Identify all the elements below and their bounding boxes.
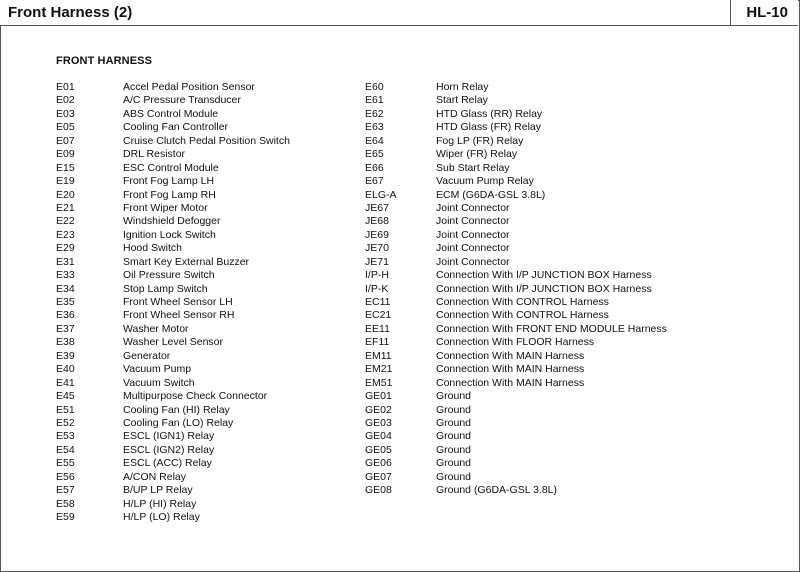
connector-description: Ground bbox=[436, 443, 472, 456]
connector-description: Ground bbox=[436, 390, 472, 403]
connector-code: GE08 bbox=[365, 484, 392, 497]
connector-description: Ignition Lock Switch bbox=[123, 228, 216, 241]
connector-code: E15 bbox=[56, 161, 75, 174]
connector-description: Front Wiper Motor bbox=[123, 201, 208, 214]
connector-description: B/UP LP Relay bbox=[123, 484, 193, 497]
connector-description: Washer Level Sensor bbox=[123, 336, 223, 349]
connector-description: Fog LP (FR) Relay bbox=[436, 134, 524, 147]
connector-description: Joint Connector bbox=[436, 228, 510, 241]
connector-code: EM21 bbox=[365, 363, 393, 376]
connector-code: E09 bbox=[56, 148, 75, 161]
connector-description: Connection With CONTROL Harness bbox=[436, 296, 609, 308]
connector-code: E52 bbox=[56, 416, 75, 429]
connector-description: Connection With MAIN Harness bbox=[436, 349, 585, 362]
connector-description: Ground bbox=[436, 416, 472, 429]
connector-description: Front Wheel Sensor RH bbox=[123, 309, 235, 322]
connector-description: A/C Pressure Transducer bbox=[123, 94, 241, 107]
connector-code: E02 bbox=[56, 94, 75, 107]
connector-code: GE06 bbox=[365, 457, 392, 470]
connector-description: HTD Glass (FR) Relay bbox=[436, 121, 542, 134]
connector-code: E34 bbox=[56, 282, 75, 295]
connector-description: ESCL (ACC) Relay bbox=[123, 457, 212, 470]
connector-code: E53 bbox=[56, 430, 75, 443]
connector-description: Connection With FRONT END MODULE Harness bbox=[436, 322, 667, 335]
connector-description: Connection With MAIN Harness bbox=[436, 376, 585, 389]
connector-code: E64 bbox=[365, 134, 384, 147]
connector-description: Front Fog Lamp LH bbox=[123, 175, 215, 188]
connector-code: E65 bbox=[365, 148, 384, 161]
connector-code: ELG-A bbox=[365, 188, 397, 201]
connector-description: Front Wheel Sensor LH bbox=[123, 296, 233, 308]
connector-description: Connection With FLOOR Harness bbox=[436, 336, 595, 349]
connector-code: E05 bbox=[56, 121, 75, 134]
connector-code: E63 bbox=[365, 121, 384, 134]
connector-description: Hood Switch bbox=[123, 242, 182, 255]
connector-code: E66 bbox=[365, 161, 384, 174]
connector-description: A/CON Relay bbox=[123, 470, 187, 483]
connector-code: E40 bbox=[56, 363, 75, 376]
connector-description: Ground (G6DA-GSL 3.8L) bbox=[436, 484, 557, 497]
connector-code: EF11 bbox=[365, 336, 390, 349]
connector-code: E20 bbox=[56, 188, 75, 201]
connector-description: Connection With I/P JUNCTION BOX Harness bbox=[436, 269, 652, 282]
connector-code: E33 bbox=[56, 269, 75, 282]
connector-description: Cooling Fan (HI) Relay bbox=[123, 403, 230, 416]
connector-code: EE11 bbox=[365, 322, 390, 335]
connector-description: Connection With I/P JUNCTION BOX Harness bbox=[436, 282, 652, 295]
connector-description: Cooling Fan Controller bbox=[123, 121, 229, 134]
connector-description: Stop Lamp Switch bbox=[123, 282, 208, 295]
connector-code: E37 bbox=[56, 322, 75, 335]
connector-description: Front Fog Lamp RH bbox=[123, 188, 216, 201]
connector-description: H/LP (LO) Relay bbox=[123, 511, 200, 523]
connector-code: E39 bbox=[56, 349, 75, 362]
connector-description: Accel Pedal Position Sensor bbox=[123, 81, 255, 93]
connector-code: EC11 bbox=[365, 296, 391, 308]
connector-description: Joint Connector bbox=[436, 242, 510, 255]
connector-code: E01 bbox=[56, 81, 75, 93]
connector-description: ESC Control Module bbox=[123, 161, 219, 174]
connector-description: ESCL (IGN1) Relay bbox=[123, 430, 215, 443]
connector-code: EM51 bbox=[365, 376, 393, 389]
connector-description: Washer Motor bbox=[123, 322, 189, 335]
connector-description: H/LP (HI) Relay bbox=[123, 497, 197, 510]
connector-description: Ground bbox=[436, 457, 472, 470]
connector-description: Start Relay bbox=[436, 94, 488, 107]
connector-code: E19 bbox=[56, 175, 75, 188]
connector-description: Ground bbox=[436, 470, 472, 483]
connector-code: E22 bbox=[56, 215, 75, 228]
connector-code: GE05 bbox=[365, 443, 392, 456]
connector-code: E57 bbox=[56, 484, 75, 497]
connector-description: ECM (G6DA-GSL 3.8L) bbox=[436, 188, 546, 201]
connector-description: Smart Key External Buzzer bbox=[123, 255, 250, 268]
connector-description: Joint Connector bbox=[436, 215, 510, 228]
section-heading: FRONT HARNESS bbox=[56, 55, 153, 67]
connector-code: E51 bbox=[56, 403, 75, 416]
connector-description: Wiper (FR) Relay bbox=[436, 148, 518, 161]
connector-code: E67 bbox=[365, 175, 384, 188]
connector-code: E35 bbox=[56, 296, 75, 308]
connector-code: E62 bbox=[365, 107, 384, 120]
connector-code: I/P-H bbox=[365, 269, 389, 282]
connector-description: Multipurpose Check Connector bbox=[123, 390, 268, 403]
connector-code: E21 bbox=[56, 201, 75, 214]
page-header bbox=[0, 0, 798, 26]
connector-code: JE71 bbox=[365, 255, 389, 268]
connector-description: Ground bbox=[436, 430, 472, 443]
connector-description: Connection With MAIN Harness bbox=[436, 363, 585, 376]
connector-code: I/P-K bbox=[365, 282, 389, 295]
connector-code: E56 bbox=[56, 470, 75, 483]
connector-code: EC21 bbox=[365, 309, 392, 322]
connector-description: Joint Connector bbox=[436, 255, 510, 268]
connector-code: GE02 bbox=[365, 403, 392, 416]
connector-code: JE68 bbox=[365, 215, 389, 228]
connector-code: E45 bbox=[56, 390, 75, 403]
connector-code: E55 bbox=[56, 457, 75, 470]
connector-code: E31 bbox=[56, 255, 75, 268]
connector-description: Generator bbox=[123, 349, 171, 362]
connector-description: Oil Pressure Switch bbox=[123, 269, 215, 282]
connector-code: GE01 bbox=[365, 390, 392, 403]
connector-code: GE04 bbox=[365, 430, 392, 443]
connector-code: E59 bbox=[56, 511, 75, 523]
connector-code: EM11 bbox=[365, 349, 392, 362]
connector-code: E60 bbox=[365, 81, 384, 93]
connector-description: Cooling Fan (LO) Relay bbox=[123, 416, 234, 429]
connector-code: E58 bbox=[56, 497, 75, 510]
connector-description: ESCL (IGN2) Relay bbox=[123, 443, 215, 456]
connector-description: Connection With CONTROL Harness bbox=[436, 309, 609, 322]
connector-description: Joint Connector bbox=[436, 201, 510, 214]
connector-description: Horn Relay bbox=[436, 81, 489, 93]
connector-description: Ground bbox=[436, 403, 472, 416]
connector-code: GE07 bbox=[365, 470, 392, 483]
connector-description: HTD Glass (RR) Relay bbox=[436, 107, 543, 120]
page-code: HL-10 bbox=[746, 4, 788, 21]
connector-code: E03 bbox=[56, 107, 75, 120]
connector-code: JE69 bbox=[365, 228, 389, 241]
connector-code: E07 bbox=[56, 134, 75, 147]
connector-description: Windshield Defogger bbox=[123, 215, 221, 228]
header-divider bbox=[730, 0, 731, 25]
connector-code: E54 bbox=[56, 443, 75, 456]
connector-code: E38 bbox=[56, 336, 75, 349]
connector-description: Vacuum Pump bbox=[123, 363, 192, 376]
connector-code: GE03 bbox=[365, 416, 392, 429]
connector-code: JE70 bbox=[365, 242, 389, 255]
connector-code: E61 bbox=[365, 94, 384, 107]
connector-code: E23 bbox=[56, 228, 75, 241]
page-title: Front Harness (2) bbox=[8, 4, 133, 21]
connector-description: ABS Control Module bbox=[123, 107, 219, 120]
connector-description: Vacuum Pump Relay bbox=[436, 175, 534, 188]
connector-description: DRL Resistor bbox=[123, 148, 186, 161]
connector-code: E36 bbox=[56, 309, 75, 322]
connector-code: JE67 bbox=[365, 201, 389, 214]
connector-description: Vacuum Switch bbox=[123, 376, 195, 389]
connector-code: E41 bbox=[56, 376, 75, 389]
connector-description: Sub Start Relay bbox=[436, 161, 510, 174]
connector-code: E29 bbox=[56, 242, 75, 255]
connector-description: Cruise Clutch Pedal Position Switch bbox=[123, 134, 290, 147]
